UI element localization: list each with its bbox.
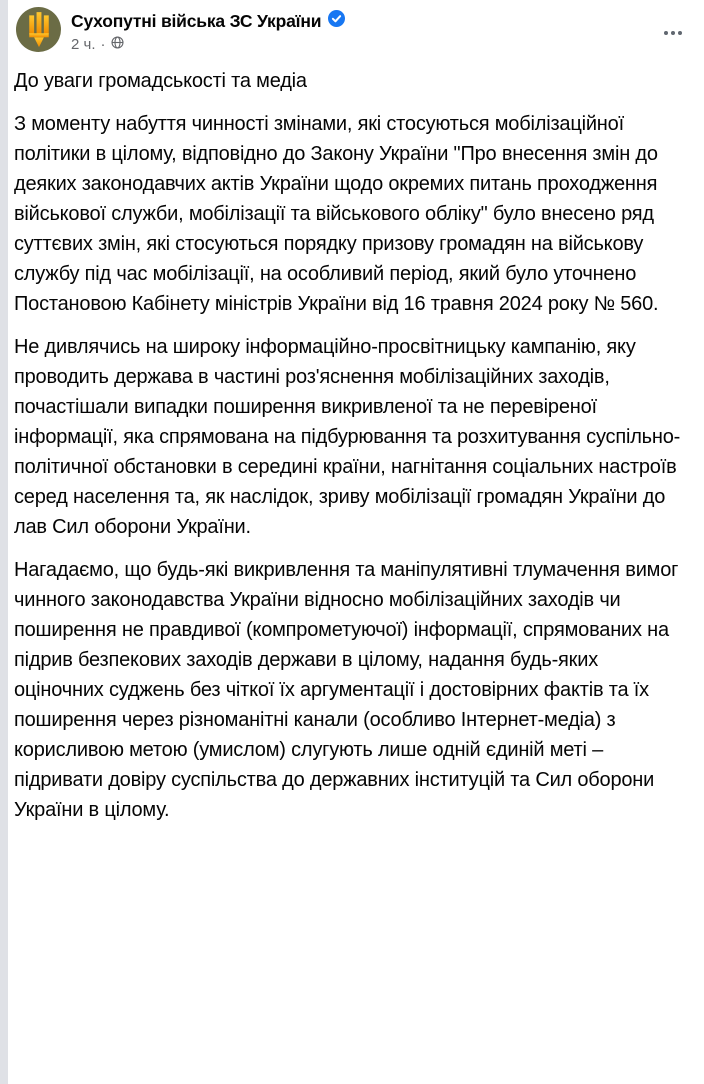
timestamp-link[interactable]: 2 ч. [71,36,96,53]
facebook-post-card [8,0,704,1084]
more-options-dot [664,31,668,35]
page-name-row [71,10,345,32]
post-paragraph-greeting: До уваги громадськості та медіа [14,70,307,92]
page-avatar[interactable] [16,7,61,52]
post-paragraph-warning: Нагадаємо, що будь-які викривлення та маніпулятивні тлумачення вимог чинного законодавства України відносно мобілізаційних заходів чи поширення не правдивої (компрометуючої) інформації, спрямованих на підрив безпекових заходів держави в цілому, надання будь-яких оціночних суджень без чіткої їх аргументації і достовірних фактів та їх поширення через різноманітні канали (особливо Інтернет-медіа) з корисливою метою (умислом) слугують лише одній єдиній меті – підривати довіру суспільства до державних інституцій та Сил оборони України в цілому. [14,559,679,821]
globe-audience-icon [111,36,124,53]
post-meta-row [71,36,345,53]
post-header-text [71,7,345,53]
verified-badge-icon [328,10,345,32]
meta-dot-separator: · [100,36,106,53]
post-header [8,0,704,53]
trident-emblem-icon [26,12,52,48]
page-name-link[interactable]: Сухопутні війська ЗС України [71,10,322,31]
more-options-dot [678,31,682,35]
more-options-button[interactable] [660,25,686,41]
post-text [8,53,704,825]
post-paragraph-disinformation: Не дивлячись на широку інформаційно-просвітницьку кампанію, яку проводить держава в частині роз'яснення мобілізаційних заходів, почастішали випадки поширення викривленої та не перевіреної інформації, яка спрямована на підбурювання та розхитування суспільно-політичної обстановки в середині країни, нагнітання соціальних настроїв серед населення та, як наслідок, зриву мобілізації громадян України до лав Сил оборони України. [14,336,681,538]
post-paragraph-law-changes: З моменту набуття чинності змінами, які стосуються мобілізаційної політики в цілому, відповідно до Закону України "Про внесення змін до деяких законодавчих актів України щодо окремих питань проходження військової служби, мобілізації та військового обліку" було внесено ряд суттєвих змін, які стосуються порядку призову громадян на військову службу під час мобілізації, на особливий період, який було уточнено Постановою Кабінету міністрів України від 16 травня 2024 року № 560. [14,113,659,315]
page-background-edge [0,0,8,1084]
more-options-dot [671,31,675,35]
